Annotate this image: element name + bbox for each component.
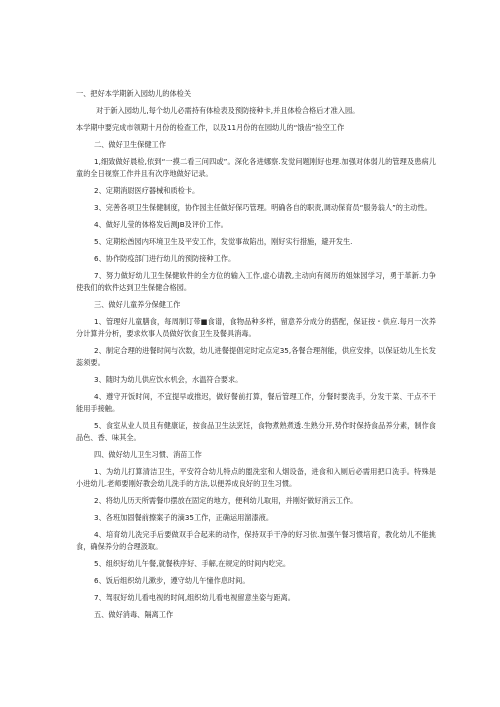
section5-title: 五、做好消毒、隔离工作 xyxy=(94,610,174,619)
section2-item-4: 4、做好儿莹的体格发后测JB及评价工作。 xyxy=(94,220,228,229)
section2-item-2: 2、定期消尉医疗器械和质检卡。 xyxy=(94,186,200,195)
section2-item-3: 3、完善各项卫生保健制度，协作园主任做好保巧管理。明确各自的职责,调动保育员“服务翁人”的主动性。 xyxy=(94,203,432,212)
section2-item-7: 7、努力做好幼儿卫生保健软件的全方位的输入工作,虚心请教,主动向有阅历的姐妹园学习，勇于革新.力争使我们的软件达到卫生保健合格园。 xyxy=(76,271,436,292)
section4-item-2: 2、将幼儿历天所需餐巾摆放在固定的地方，便利幼儿取用，并刚好做好消云工作。 xyxy=(94,496,358,505)
section2-title: 二、做好卫生保健工作 xyxy=(94,140,166,149)
section4-item-3: 3、各班加固餐前擦案子的滴35工作，正确运用溜漆液。 xyxy=(94,513,274,522)
document-page xyxy=(76,88,436,626)
section4-item-5: 5、组织好幼儿午餐,就餐秩序好、手解,在规定的时间内吃完。 xyxy=(94,559,291,568)
section4-item-1: 1、为幼儿打算清洁卫生，平安符合幼儿特点的盥洗室和人烟设备，进食和入厕后必需用把口洗手。特殊是小进幼儿.老师要刚好教会幼儿洗手的方法,以便养成良好的卫生习惯。 xyxy=(76,467,436,488)
section3-item-5: 5、食室从业人员且有健康证，按食品卫生法烹饪，食物煮熟煮透.生熟分开,势作时保持食品养分素，制作食品色、香、味其全。 xyxy=(76,421,436,442)
section4-item-7: 7、驾驭好幼儿看电视的时间,组织幼儿看电视留意坐姿与距离。 xyxy=(94,593,295,602)
section2-item-6: 6、协作防疫部门进行幼儿的预防接种工作。 xyxy=(94,254,236,263)
section2-item-1: 1,细致做好晨检,依到“一摸二看三问四或”。深化各进娜察.发觉问题刚好也理.加强对体弱儿的管理及患病儿童的全日视察工作并且有次序地做好记录。 xyxy=(76,157,436,178)
section3-item-2: 2、制定合理的进餐时间与次数，幼儿进餐提倡定时定点定35,各餐合理剂能，供应安排，以保证幼儿生长发蕊须要。 xyxy=(76,346,436,367)
section3-item-1: 1、管理好儿童膳食，每周制订带■食谱，食物品种多样，留意养分成分的搭配，保证按・供应.每月一次养分计算并分析，要求炊事人员做好饮食卫生及餐具消毒。 xyxy=(76,317,436,338)
section4-item-4: 4、培育幼儿洗完手后要做双手合起来的动作，保持双手干净的好习依.加强午餐习惯培育，教化幼儿不能挑食，确保养分的合理汲取。 xyxy=(76,530,436,551)
section4-item-6: 6、饭后组织幼儿漱步，遵守幼儿午憧作息时间。 xyxy=(94,576,250,585)
section1-paragraph-1: 对于新入园幼儿,每个幼儿必需持有体检表及预防接种卡,并且体检合格后才准入园。 xyxy=(96,106,360,115)
section3-item-3: 3、随时为幼儿供应饮水机会，水温符合要求。 xyxy=(94,375,243,384)
section2-item-5: 5、定期松酋园内环境卫生及平安工作，发觉事故陷出，刚好实行措施，避开发生. xyxy=(94,237,353,246)
section4-title: 四、做好幼儿卫生习惯、消苗工作 xyxy=(94,450,202,459)
section3-title: 三、做好儿童养分保健工作 xyxy=(94,300,181,309)
section1-paragraph-2: 本学期中要完成市领期十月份的检查工作，以及11月份的在园幼儿的“饿齿”捡空工作 xyxy=(76,123,345,132)
section3-item-4: 4、遵守开饭时间，不宜提早或推迟，做好餐前打算，餐后管理工作，分餐时要洗手，分发干菜、干点不干能用手接触。 xyxy=(76,392,436,413)
section1-title: 一、把好本学期新入园幼儿的体检关 xyxy=(76,89,192,98)
